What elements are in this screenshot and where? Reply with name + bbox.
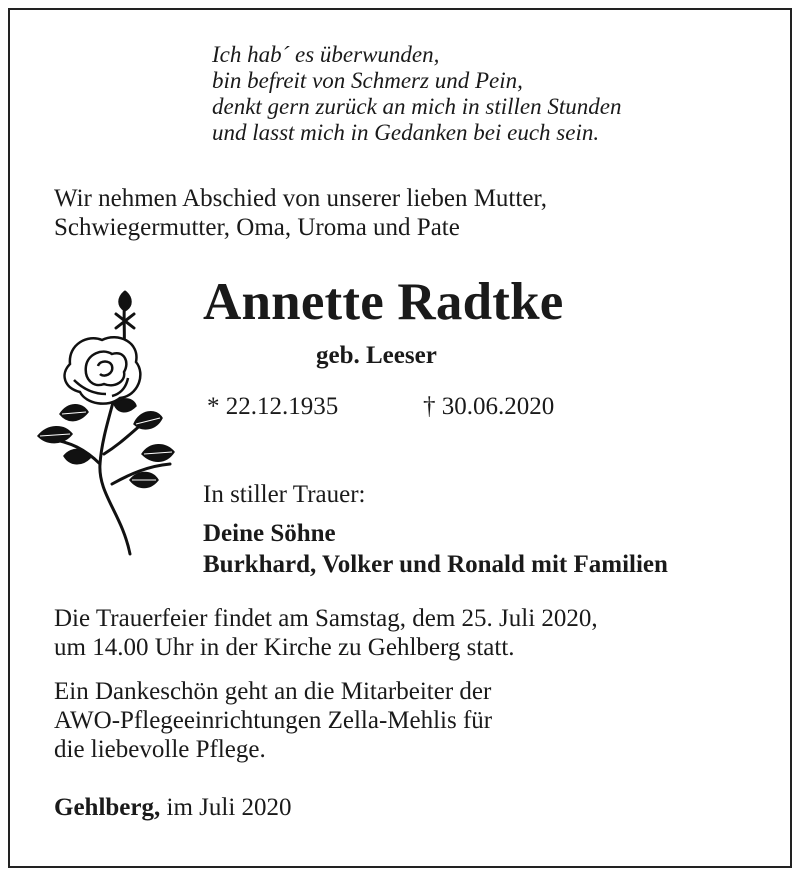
signature	[54, 794, 292, 822]
rose-icon	[30, 284, 185, 564]
mourning-intro: In stiller Trauer:	[203, 481, 366, 508]
thanks-note	[54, 677, 492, 764]
poem	[212, 42, 621, 146]
intro-line: Schwiegermutter, Oma, Uroma und Pate	[54, 214, 460, 241]
birth-name: geb. Leeser	[316, 342, 437, 369]
poem-line: bin befreit von Schmerz und Pein,	[212, 68, 523, 93]
poem-line: denkt gern zurück an mich in stillen Stunden	[212, 94, 622, 119]
mourners-line: Burkhard, Volker und Ronald mit Familien	[203, 551, 668, 578]
deceased-name: Annette Radtke	[203, 273, 564, 331]
signature-place: Gehlberg,	[54, 794, 161, 821]
mourners	[203, 518, 668, 580]
poem-line: Ich hab´ es überwunden,	[212, 42, 440, 67]
birth-date: * 22.12.1935	[207, 393, 339, 420]
funeral-line: Die Trauerfeier findet am Samstag, dem 25. Juli 2020,	[54, 605, 598, 632]
thanks-line: Ein Dankeschön geht an die Mitarbeiter der	[54, 678, 492, 705]
funeral-line: um 14.00 Uhr in der Kirche zu Gehlberg statt.	[54, 634, 515, 661]
funeral-info	[54, 604, 598, 662]
farewell-intro	[54, 184, 547, 242]
poem-line: und lasst mich in Gedanken bei euch sein.	[212, 120, 600, 145]
signature-date: im Juli 2020	[166, 794, 292, 821]
thanks-line: AWO-Pflegeeinrichtungen Zella-Mehlis für	[54, 707, 493, 734]
death-date: † 30.06.2020	[423, 393, 555, 420]
thanks-line: die liebevolle Pflege.	[54, 736, 266, 763]
intro-line: Wir nehmen Abschied von unserer lieben Mutter,	[54, 185, 547, 212]
mourners-line: Deine Söhne	[203, 520, 336, 547]
